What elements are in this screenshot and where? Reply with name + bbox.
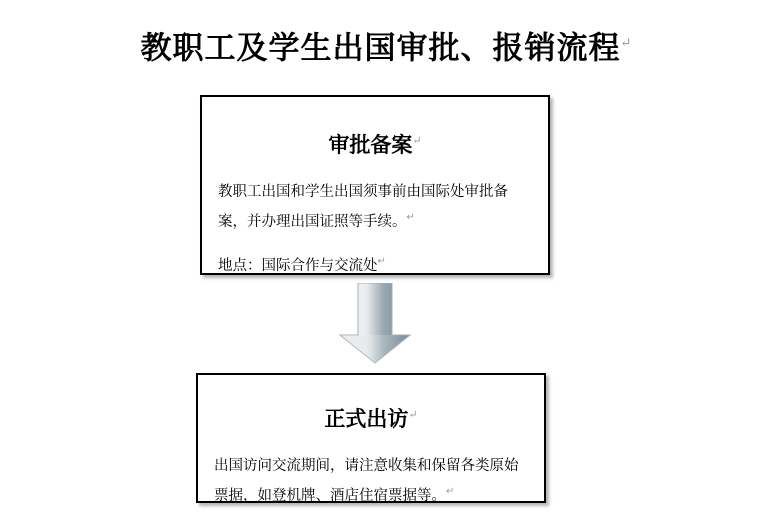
process-box-approval[interactable] bbox=[200, 95, 550, 275]
page-title bbox=[0, 24, 773, 68]
approval-paragraph-1 bbox=[202, 179, 548, 235]
process-box-visit[interactable] bbox=[196, 373, 546, 503]
visit-heading bbox=[198, 401, 544, 433]
approval-paragraph-2 bbox=[202, 249, 548, 279]
page-title-text: 教职工及学生出国审批、报销流程 bbox=[140, 30, 621, 67]
paragraph-mark: ↵ bbox=[406, 212, 415, 223]
visit-paragraph-1-text: 出国访问交流期间，请注意收集和保留各类原始票据，如登机牌、酒店住宿票据等。 bbox=[214, 458, 519, 504]
paragraph-mark: ↵ bbox=[408, 408, 418, 421]
approval-heading-text: 审批备案 bbox=[328, 132, 413, 157]
approval-paragraph-2-text: 地点：国际合作与交流处 bbox=[218, 257, 378, 274]
down-arrow-icon bbox=[330, 283, 420, 365]
visit-paragraph-1 bbox=[198, 453, 544, 509]
approval-heading bbox=[202, 127, 548, 159]
paragraph-mark: ↵ bbox=[377, 255, 386, 267]
paragraph-mark: ↵ bbox=[446, 486, 455, 497]
visit-heading-text: 正式出访 bbox=[324, 406, 409, 431]
paragraph-mark: ↵ bbox=[620, 36, 633, 51]
approval-paragraph-1-text: 教职工出国和学生出国须事前由国际处审批备案，并办理出国证照等手续。 bbox=[218, 184, 508, 230]
paragraph-mark: ↵ bbox=[412, 134, 422, 147]
